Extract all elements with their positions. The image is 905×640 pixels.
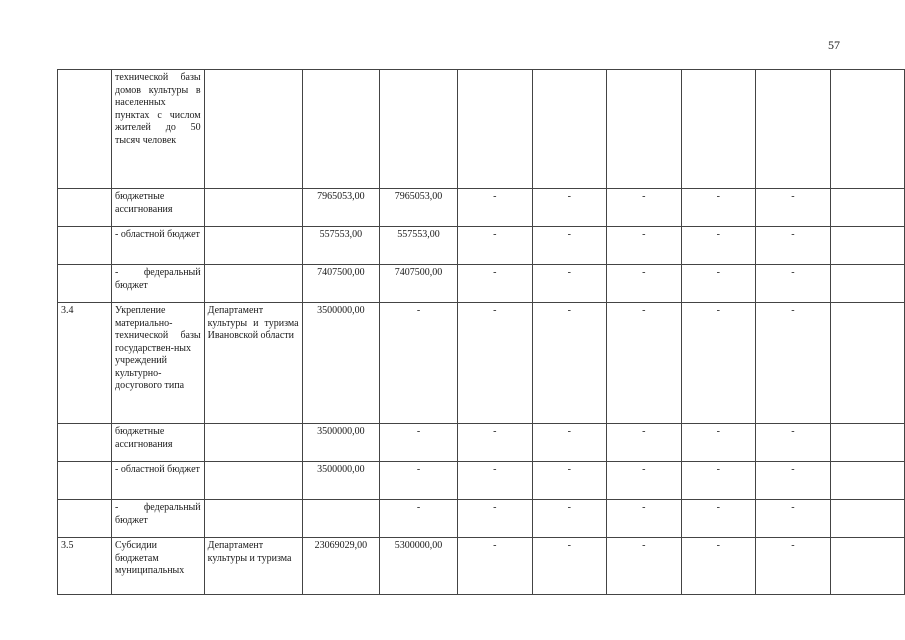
amount-cell: 5300000,00	[380, 538, 458, 595]
amount-cell	[756, 70, 831, 189]
amount-cell	[830, 227, 904, 265]
row-number-cell	[58, 500, 112, 538]
amount-cell	[532, 70, 607, 189]
table-row	[58, 424, 905, 462]
amount-cell	[302, 70, 379, 189]
amount-cell	[302, 500, 379, 538]
amount-cell: 3500000,00	[302, 424, 379, 462]
amount-cell	[830, 303, 904, 424]
activity-name-cell: - федеральный бюджет	[112, 265, 205, 303]
amount-cell	[830, 538, 904, 595]
table-row	[58, 538, 905, 595]
table-row	[58, 265, 905, 303]
amount-cell	[380, 70, 458, 189]
table-row	[58, 227, 905, 265]
page-number: 57	[828, 38, 840, 52]
amount-cell: -	[458, 462, 533, 500]
row-number-cell: 3.4	[58, 303, 112, 424]
table-row	[58, 70, 905, 189]
responsible-org-cell	[204, 500, 302, 538]
amount-cell: 23069029,00	[302, 538, 379, 595]
amount-cell	[458, 70, 533, 189]
amount-cell: -	[607, 227, 682, 265]
amount-cell: 557553,00	[302, 227, 379, 265]
responsible-org-cell	[204, 70, 302, 189]
row-number-cell	[58, 424, 112, 462]
amount-cell: -	[681, 500, 756, 538]
amount-cell: -	[380, 462, 458, 500]
amount-cell	[830, 500, 904, 538]
amount-cell	[830, 189, 904, 227]
activity-name-cell: - федеральный бюджет	[112, 500, 205, 538]
amount-cell	[830, 70, 904, 189]
row-number-cell: 3.5	[58, 538, 112, 595]
responsible-org-cell: Департамент культуры и туризма Ивановской области	[204, 303, 302, 424]
amount-cell: -	[681, 462, 756, 500]
amount-cell: -	[532, 189, 607, 227]
activity-name-cell: бюджетные ассигнования	[112, 189, 205, 227]
amount-cell: -	[532, 462, 607, 500]
amount-cell: -	[380, 424, 458, 462]
amount-cell: -	[756, 500, 831, 538]
table-row	[58, 303, 905, 424]
activity-name-cell: технической базы домов культуры в населенных пунктах с числом жителей до 50 тысяч человек	[112, 70, 205, 189]
activity-name-cell: Укрепление материально-технической базы государствен-ных учреждений культурно-досугового типа	[112, 303, 205, 424]
amount-cell: -	[458, 265, 533, 303]
amount-cell: -	[607, 265, 682, 303]
row-number-cell	[58, 265, 112, 303]
amount-cell: 7965053,00	[302, 189, 379, 227]
amount-cell: -	[380, 303, 458, 424]
amount-cell: -	[681, 538, 756, 595]
activity-name-cell: бюджетные ассигнования	[112, 424, 205, 462]
amount-cell: -	[458, 500, 533, 538]
responsible-org-cell: Департамент культуры и туризма	[204, 538, 302, 595]
amount-cell	[830, 265, 904, 303]
responsible-org-cell	[204, 462, 302, 500]
amount-cell: -	[756, 227, 831, 265]
amount-cell: -	[756, 265, 831, 303]
amount-cell: -	[607, 424, 682, 462]
amount-cell: 3500000,00	[302, 462, 379, 500]
table-row	[58, 189, 905, 227]
amount-cell: -	[756, 303, 831, 424]
amount-cell: 3500000,00	[302, 303, 379, 424]
row-number-cell	[58, 70, 112, 189]
responsible-org-cell	[204, 265, 302, 303]
responsible-org-cell	[204, 189, 302, 227]
amount-cell: -	[458, 303, 533, 424]
amount-cell: -	[681, 189, 756, 227]
amount-cell: -	[532, 227, 607, 265]
amount-cell: -	[458, 424, 533, 462]
amount-cell: -	[681, 265, 756, 303]
amount-cell: -	[458, 189, 533, 227]
amount-cell: -	[607, 303, 682, 424]
row-number-cell	[58, 462, 112, 500]
amount-cell: -	[458, 227, 533, 265]
amount-cell: -	[607, 462, 682, 500]
amount-cell: -	[607, 500, 682, 538]
table-row	[58, 462, 905, 500]
activity-name-cell: - областной бюджет	[112, 462, 205, 500]
amount-cell: -	[681, 227, 756, 265]
amount-cell: 7965053,00	[380, 189, 458, 227]
amount-cell: -	[607, 189, 682, 227]
amount-cell: -	[681, 424, 756, 462]
table-row	[58, 500, 905, 538]
activity-name-cell: - областной бюджет	[112, 227, 205, 265]
amount-cell: -	[532, 500, 607, 538]
amount-cell: -	[532, 424, 607, 462]
amount-cell: -	[756, 424, 831, 462]
amount-cell	[830, 424, 904, 462]
budget-table	[57, 69, 905, 595]
amount-cell: -	[756, 538, 831, 595]
amount-cell: 7407500,00	[302, 265, 379, 303]
amount-cell	[830, 462, 904, 500]
row-number-cell	[58, 227, 112, 265]
row-number-cell	[58, 189, 112, 227]
amount-cell	[681, 70, 756, 189]
activity-name-cell: Субсидии бюджетам муниципальных	[112, 538, 205, 595]
amount-cell: -	[532, 538, 607, 595]
amount-cell: -	[532, 303, 607, 424]
amount-cell: 557553,00	[380, 227, 458, 265]
amount-cell: 7407500,00	[380, 265, 458, 303]
amount-cell: -	[681, 303, 756, 424]
amount-cell: -	[380, 500, 458, 538]
responsible-org-cell	[204, 227, 302, 265]
amount-cell: -	[756, 462, 831, 500]
amount-cell: -	[532, 265, 607, 303]
amount-cell: -	[756, 189, 831, 227]
amount-cell: -	[607, 538, 682, 595]
responsible-org-cell	[204, 424, 302, 462]
amount-cell	[607, 70, 682, 189]
amount-cell: -	[458, 538, 533, 595]
